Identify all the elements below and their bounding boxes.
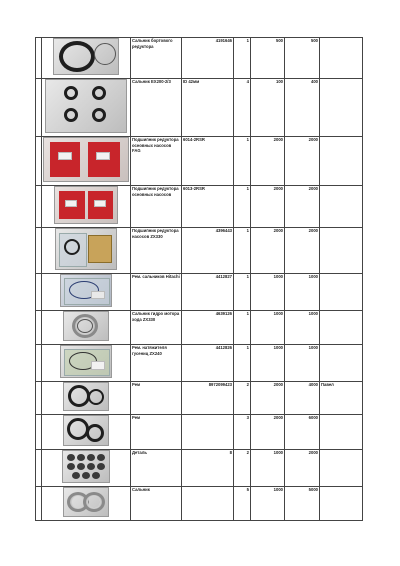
- item-sum: 1000: [285, 311, 320, 345]
- item-code: 8972099423: [182, 382, 234, 415]
- item-qty: 1: [234, 345, 251, 382]
- item-name: Деталь: [131, 450, 182, 487]
- table-row: [36, 38, 363, 79]
- item-price: 500: [251, 38, 285, 79]
- item-qty: 2: [234, 450, 251, 487]
- item-sum: 6000: [285, 415, 320, 450]
- seal-photo: [45, 79, 127, 133]
- item-code: 4191646: [182, 38, 234, 79]
- item-price: 2000: [251, 415, 285, 450]
- item-name: Рем. натяжителя гусениц ZX240: [131, 345, 182, 382]
- item-note: [320, 274, 363, 311]
- item-qty: 1: [234, 186, 251, 228]
- item-qty: 1: [234, 38, 251, 79]
- item-name: Подшипник редуктора насосов ZX330: [131, 228, 182, 274]
- photo-cell: [42, 228, 131, 274]
- item-price: 2000: [251, 228, 285, 274]
- item-code: 4396443: [182, 228, 234, 274]
- item-note: [320, 186, 363, 228]
- photo-cell: [42, 137, 131, 186]
- table-row: [36, 382, 363, 415]
- photo-cell: [42, 274, 131, 311]
- photo-cell: [42, 487, 131, 521]
- item-qty: 1: [234, 137, 251, 186]
- bearing-kit-photo: [55, 228, 117, 270]
- item-sum: 2000: [285, 186, 320, 228]
- item-price: 1000: [251, 311, 285, 345]
- item-code: 6013-2RSR: [182, 186, 234, 228]
- photo-cell: [42, 382, 131, 415]
- item-qty: 3: [234, 415, 251, 450]
- item-note: [320, 228, 363, 274]
- item-price: 2000: [251, 186, 285, 228]
- item-sum: 400: [285, 79, 320, 137]
- item-sum: 1000: [285, 345, 320, 382]
- item-price: 1000: [251, 487, 285, 521]
- table-row: [36, 345, 363, 382]
- table-row: [36, 79, 363, 137]
- item-name: Рем: [131, 382, 182, 415]
- table-row: [36, 487, 363, 521]
- item-qty: 5: [234, 487, 251, 521]
- item-price: 1000: [251, 450, 285, 487]
- floating-seal-photo: [63, 311, 109, 341]
- bearing-box-photo: [54, 186, 118, 224]
- seal-kit-photo: [60, 274, 112, 307]
- item-note: [320, 487, 363, 521]
- item-name: Сальник EX200-2/3: [131, 79, 182, 137]
- item-name: Подшипник редуктора основных насосов: [131, 186, 182, 228]
- seal-photo: [63, 382, 109, 411]
- table-row: [36, 311, 363, 345]
- item-price: 2000: [251, 137, 285, 186]
- item-note: [320, 79, 363, 137]
- item-name: Рем: [131, 415, 182, 450]
- item-code: 4412826: [182, 345, 234, 382]
- item-sum: 5000: [285, 487, 320, 521]
- item-price: 1000: [251, 274, 285, 311]
- item-sum: 4000: [285, 382, 320, 415]
- item-name: Подшипник редуктора основных насосов FAG: [131, 137, 182, 186]
- bearing-box-photo: [43, 137, 129, 182]
- item-sum: 2000: [285, 137, 320, 186]
- item-code: 4412827: [182, 274, 234, 311]
- photo-cell: [42, 415, 131, 450]
- item-code: ID 42мм: [182, 79, 234, 137]
- table-row: [36, 450, 363, 487]
- parts-table: [35, 37, 363, 521]
- item-note: [320, 415, 363, 450]
- table-row: [36, 137, 363, 186]
- seal-photo: [63, 415, 109, 446]
- item-price: 1000: [251, 345, 285, 382]
- item-sum: 2000: [285, 450, 320, 487]
- item-name: Рем. сальников Hitachi: [131, 274, 182, 311]
- photo-cell: [42, 186, 131, 228]
- item-sum: 1000: [285, 274, 320, 311]
- item-price: 100: [251, 79, 285, 137]
- seal-photo: [63, 487, 109, 517]
- table-row: [36, 228, 363, 274]
- item-code: [182, 487, 234, 521]
- item-qty: 1: [234, 311, 251, 345]
- photo-cell: [42, 79, 131, 137]
- item-qty: 2: [234, 382, 251, 415]
- item-note: [320, 450, 363, 487]
- item-note: [320, 38, 363, 79]
- item-note: [320, 345, 363, 382]
- item-code: 4639126: [182, 311, 234, 345]
- photo-cell: [42, 38, 131, 79]
- table-row: [36, 186, 363, 228]
- item-code: [182, 415, 234, 450]
- photo-cell: [42, 311, 131, 345]
- item-qty: 1: [234, 228, 251, 274]
- seal-photo: [53, 38, 119, 75]
- table-row: [36, 415, 363, 450]
- item-qty: 4: [234, 79, 251, 137]
- item-sum: 2000: [285, 228, 320, 274]
- item-name: Сальник гидро мотора хода ZX330: [131, 311, 182, 345]
- table-row: [36, 274, 363, 311]
- item-code: 6014-2RSR: [182, 137, 234, 186]
- item-note: Павел: [320, 382, 363, 415]
- item-price: 2000: [251, 382, 285, 415]
- item-code: 8: [182, 450, 234, 487]
- item-name: Сальник: [131, 487, 182, 521]
- item-sum: 500: [285, 38, 320, 79]
- photo-cell: [42, 450, 131, 487]
- photo-cell: [42, 345, 131, 382]
- item-note: [320, 137, 363, 186]
- seal-kit-photo: [60, 345, 112, 378]
- item-qty: 1: [234, 274, 251, 311]
- item-name: Сальник бортового редуктора: [131, 38, 182, 79]
- parts-set-photo: [62, 450, 110, 483]
- item-note: [320, 311, 363, 345]
